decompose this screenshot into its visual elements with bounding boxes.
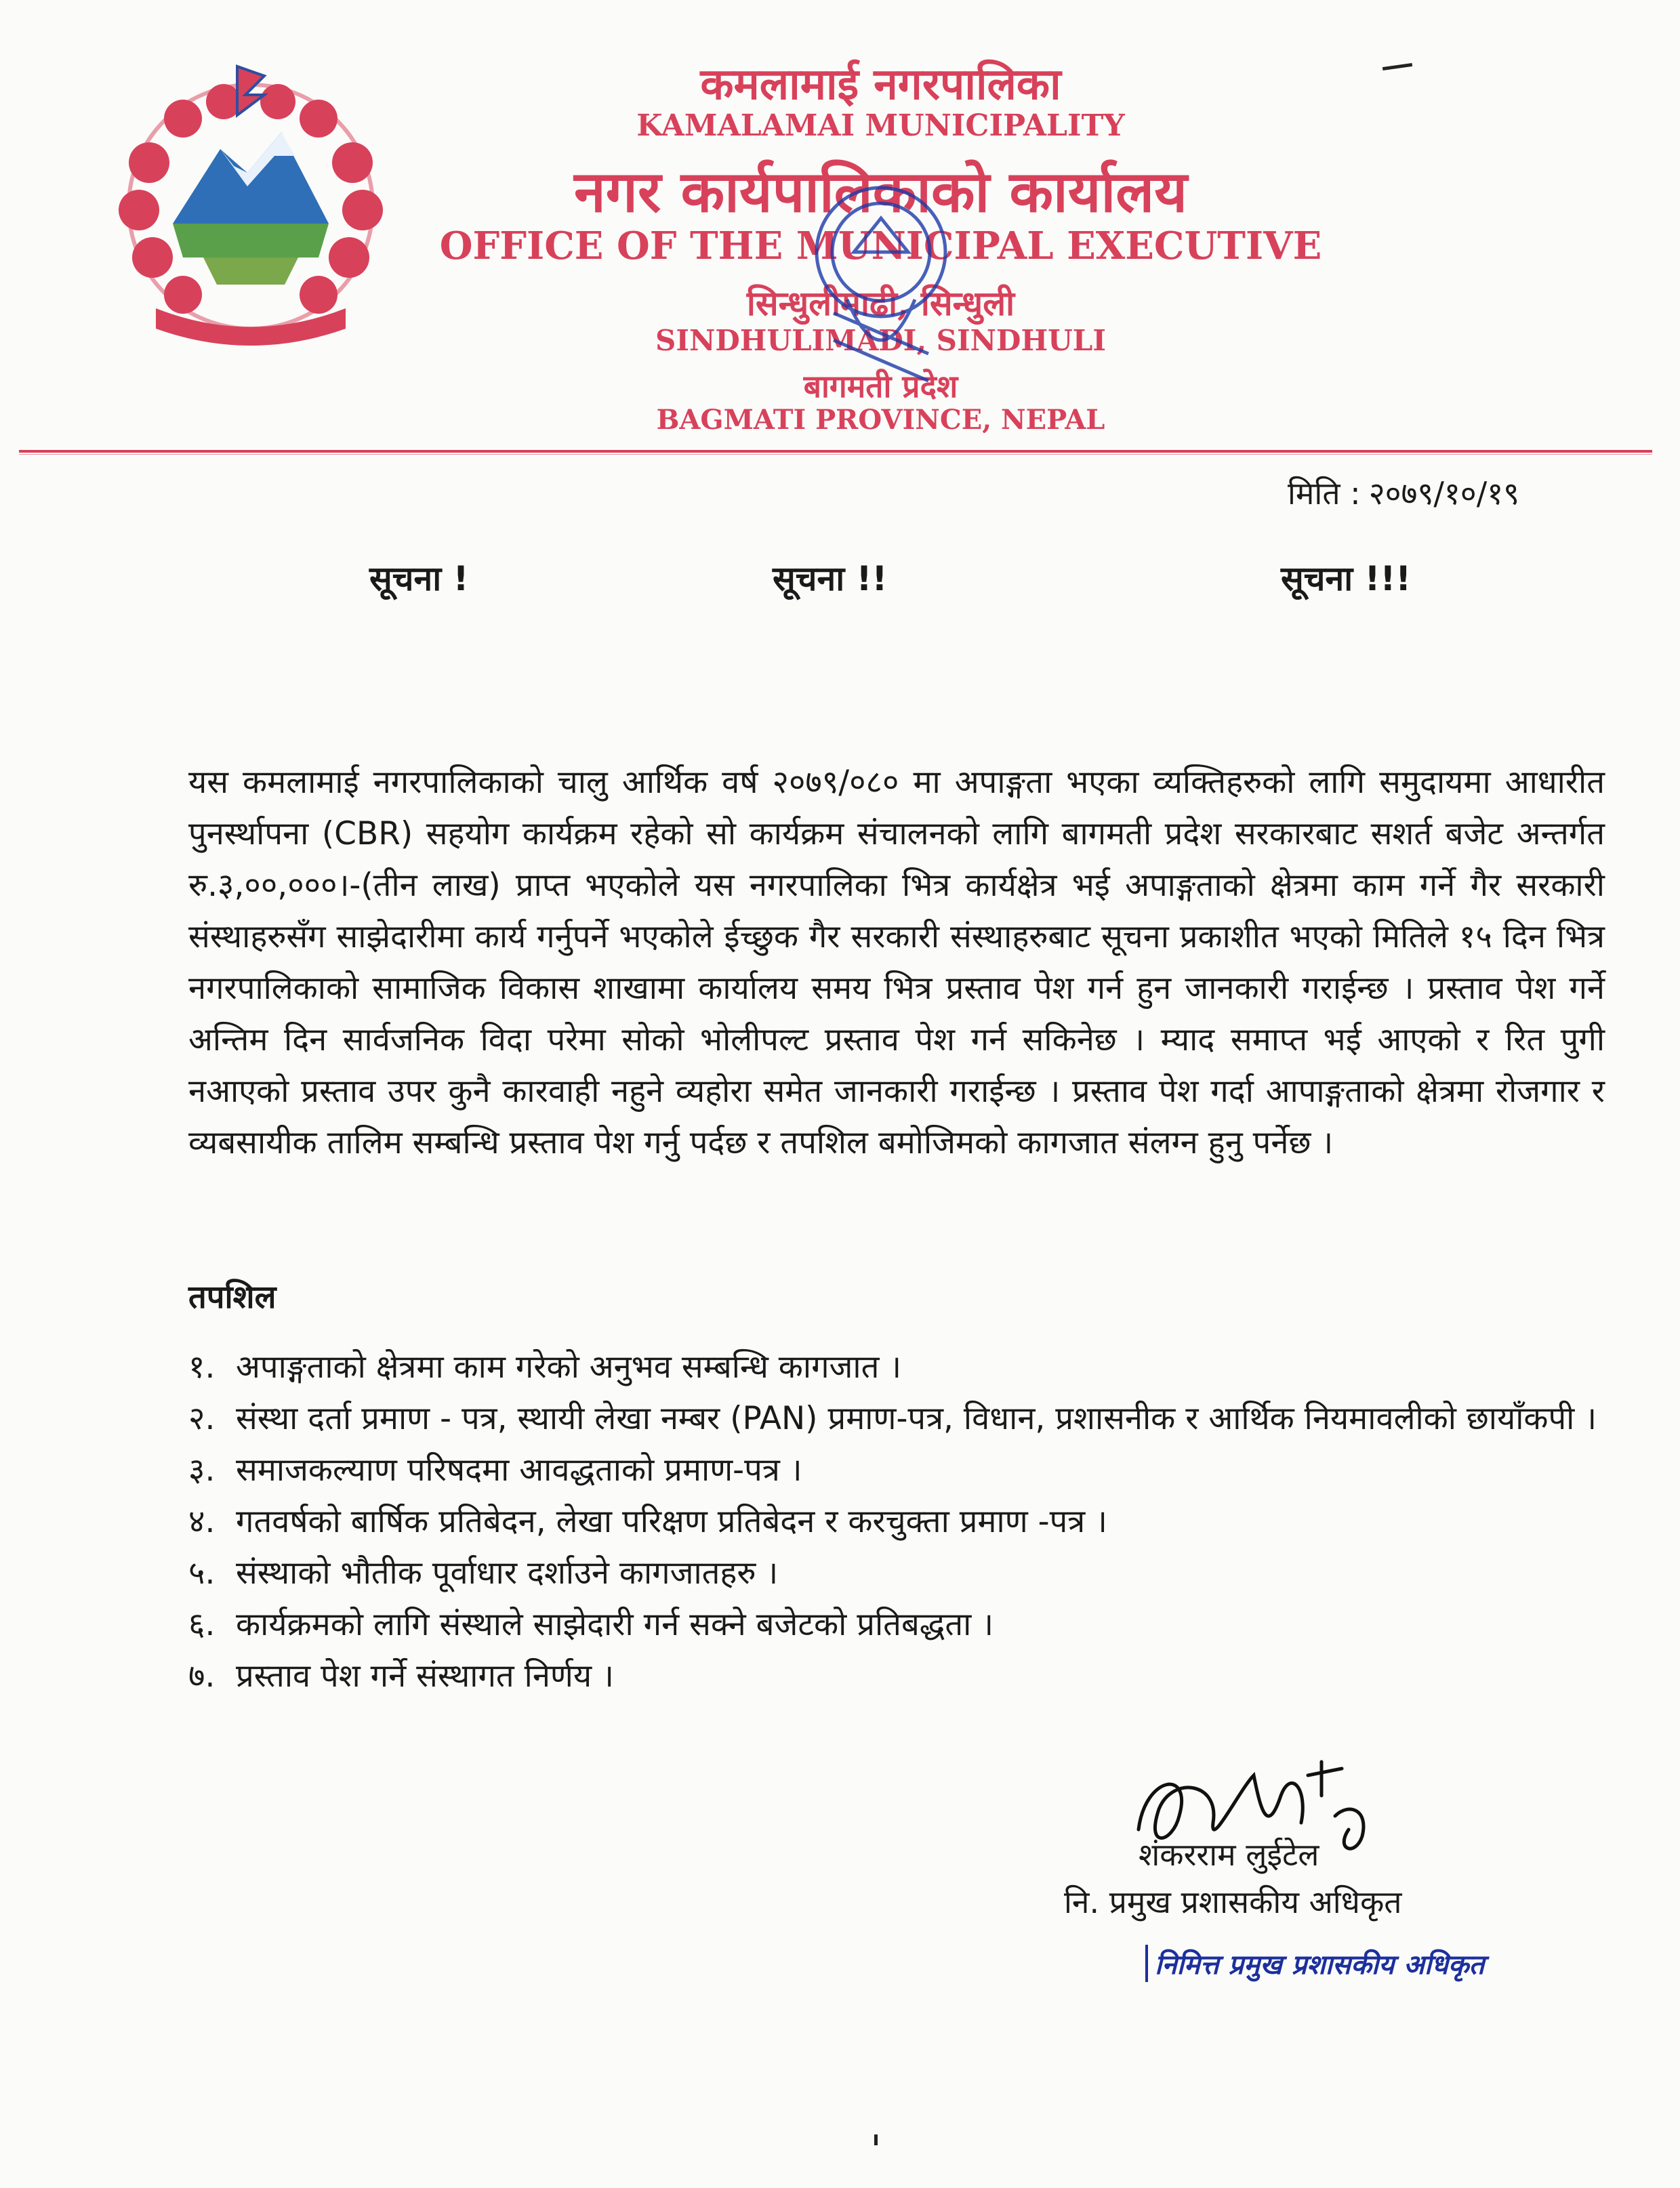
province-en: BAGMATI PROVINCE, NEPAL	[656, 404, 1105, 436]
place-en: SINDHULIMADI, SINDHULI	[655, 324, 1106, 357]
signatory-title: नि. प्रमुख प्रशासकीय अधिकृत	[1064, 1884, 1402, 1920]
letterhead	[0, 0, 1680, 461]
list-item-text: संस्थाको भौतीक पूर्वाधार दर्शाउने कागजातहरु ।	[236, 1554, 779, 1592]
list-item	[188, 1342, 1605, 1393]
municipality-name-en: KAMALAMAI MUNICIPALITY	[636, 108, 1125, 143]
list-item	[188, 1651, 1605, 1702]
notice-heading-3: सूचना !!!	[1281, 559, 1412, 598]
list-item-number: २.	[188, 1400, 216, 1437]
date-line	[1288, 472, 1606, 514]
list-item-number: १.	[188, 1348, 216, 1386]
list-item-number: ७.	[188, 1657, 216, 1695]
date-label: मिति :	[1288, 475, 1361, 512]
list-item	[188, 1496, 1605, 1548]
list-item-text: संस्था दर्ता प्रमाण - पत्र, स्थायी लेखा नम्बर (PAN) प्रमाण-पत्र, विधान, प्रशासनीक र आर्थिक नियमावलीको छायाँकपी ।	[236, 1400, 1597, 1437]
date-value: २०७९/१०/१९	[1368, 475, 1520, 512]
notice-heading-2: सूचना !!	[773, 559, 888, 598]
notice-heading-1: सूचना !	[369, 559, 469, 598]
notice-body: यस कमलामाई नगरपालिकाको चालु आर्थिक वर्ष २०७९/०८० मा अपाङ्गता भएका व्यक्तिहरुको लागि समुदायमा आधारीत पुनर्स्थापना (CBR) सहयोग कार्यक्रम रहेको सो कार्यक्रम संचालनको लागि बागमती प्रदेश सरकारबाट सशर्त बजेट अन्तर्गत रु.३,००,०००।-(तीन लाख) प्राप्त भएकोले यस नगरपालिका भित्र कार्यक्षेत्र भई अपाङ्गताको क्षेत्रमा काम गर्ने गैर सरकारी संस्थाहरुसँग साझेदारीमा कार्य गर्नुपर्ने भएकोले ईच्छुक गैर सरकारी संस्थाहरुबाट सूचना प्रकाशीत भएको मितिले १५ दिन भित्र नगरपालिकाको सामाजिक विकास शाखामा कार्यालय समय भित्र प्रस्ताव पेश गर्न हुन जानकारी गराईन्छ । प्रस्ताव पेश गर्ने अन्तिम दिन सार्वजनिक विदा परेमा सोको भोलीपल्ट प्रस्ताव पेश गर्न सकिनेछ । म्याद समाप्त भई आएको र रित पुगी नआएको प्रस्ताव उपर कुनै कारवाही नहुने व्यहोरा समेत जानकारी गराईन्छ । प्रस्ताव पेश गर्दा आपाङ्गताको क्षेत्रमा रोजगार र व्यबसायीक तालिम सम्बन्धि प्रस्ताव पेश गर्नु पर्दछ र तपशिल बमोजिमको कागजात संलग्न हुनु पर्नेछ ।	[188, 764, 1605, 1161]
scan-mark	[874, 2134, 878, 2145]
list-item-text: अपाङ्गताको क्षेत्रमा काम गरेको अनुभव सम्बन्धि कागजात ।	[236, 1348, 902, 1386]
list-item-number: ५.	[188, 1554, 216, 1592]
requirements-list	[188, 1342, 1605, 1702]
municipality-name-np: कमलामाई नगरपालिका	[700, 59, 1061, 110]
province-np: बागमती प्रदेश	[803, 368, 958, 405]
office-name-np: नगर कार्यपालिकाको कार्यालय	[574, 158, 1187, 225]
header-rule-thin	[19, 454, 1652, 455]
official-stamp: निमित्त प्रमुख प्रशासकीय अधिकृत	[1145, 1945, 1484, 1982]
signatory-name: शंकरराम लुईटेल	[1139, 1836, 1319, 1873]
list-item	[188, 1393, 1605, 1445]
header-rule	[19, 450, 1652, 453]
list-item-text: कार्यक्रमको लागि संस्थाले साझेदारी गर्न सक्ने बजेटको प्रतिबद्धता ।	[236, 1606, 994, 1643]
list-item-text: प्रस्ताव पेश गर्ने संस्थागत निर्णय ।	[236, 1657, 614, 1695]
list-item-text: समाजकल्याण परिषदमा आवद्धताको प्रमाण-पत्र ।	[236, 1451, 802, 1489]
list-item	[188, 1445, 1605, 1496]
place-np: सिन्धुलीमाढी, सिन्धुली	[746, 283, 1015, 323]
list-item	[188, 1548, 1605, 1599]
details-heading: तपशिल	[188, 1279, 276, 1316]
municipal-stamp-icon	[806, 178, 956, 394]
list-item	[188, 1599, 1605, 1651]
list-item-number: ४.	[188, 1503, 216, 1540]
list-item-number: ३.	[188, 1451, 216, 1489]
list-item-number: ६.	[188, 1606, 216, 1643]
office-name-en: OFFICE OF THE MUNICIPAL EXECUTIVE	[439, 224, 1322, 268]
signature-block	[1064, 1748, 1538, 1992]
list-item-text: गतवर्षको बार्षिक प्रतिबेदन, लेखा परिक्षण प्रतिबेदन र करचुक्ता प्रमाण -पत्र ।	[236, 1503, 1107, 1540]
